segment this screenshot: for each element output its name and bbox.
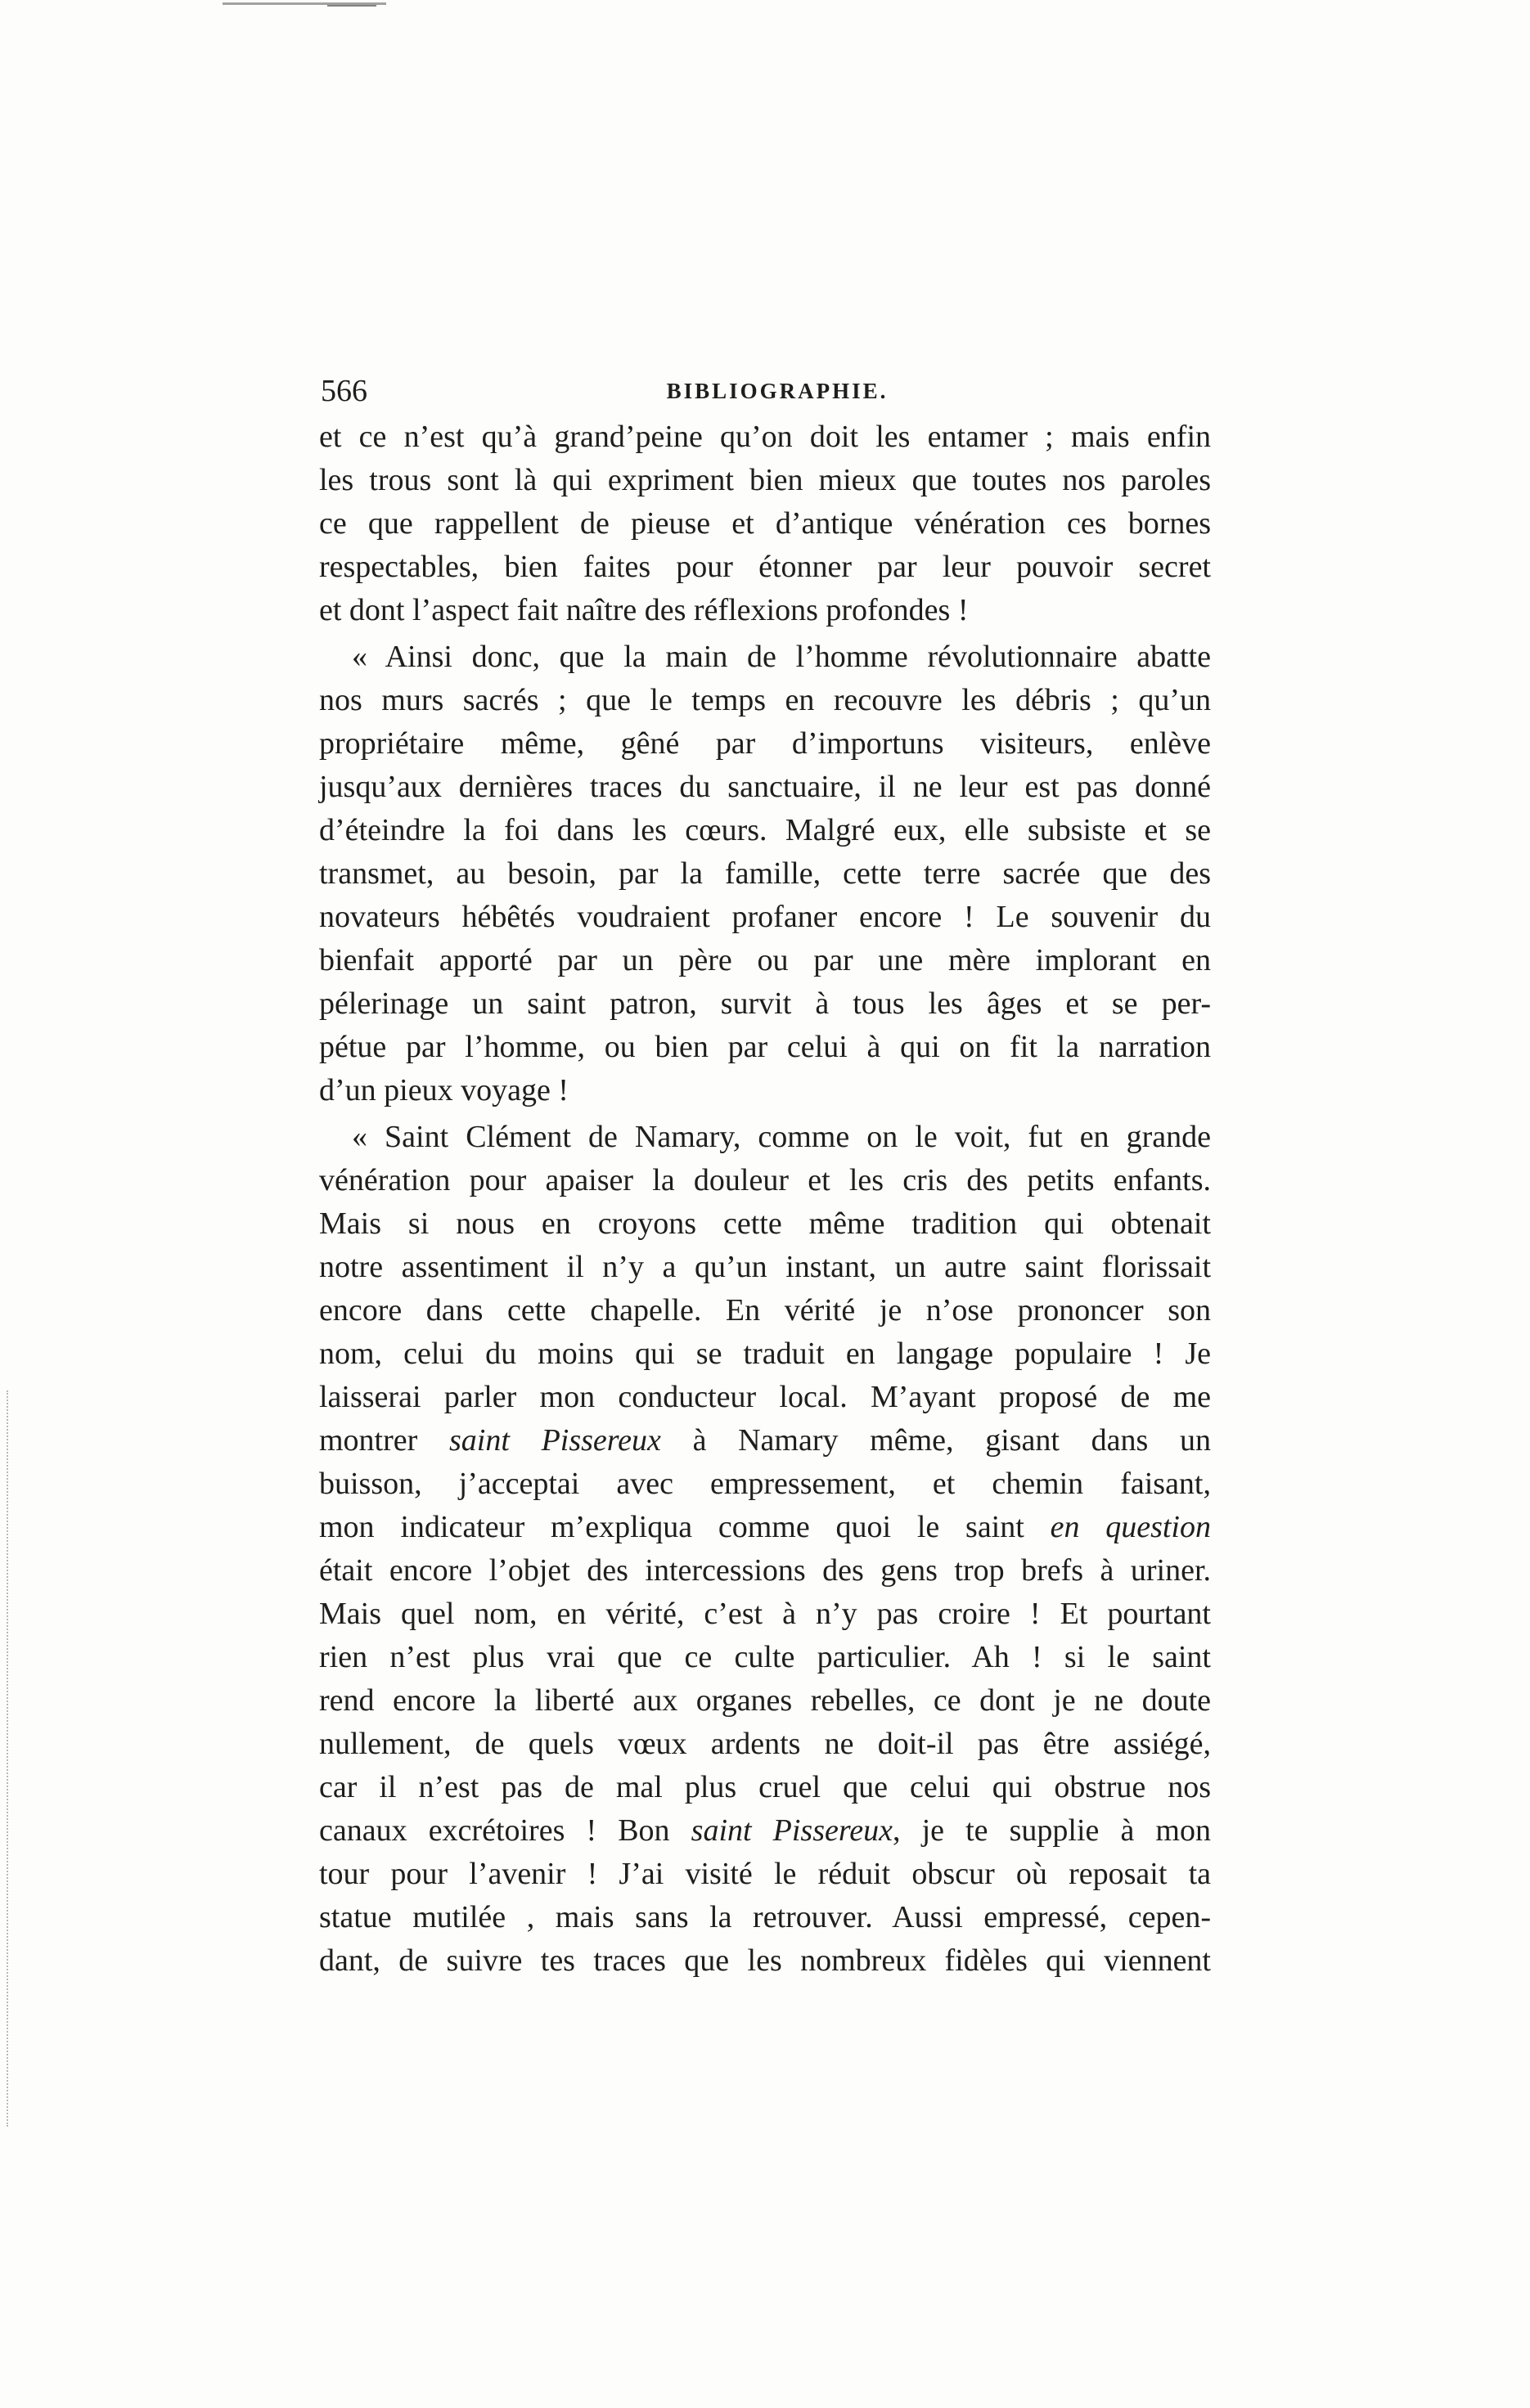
text-line: « Ainsi donc, que la main de l’homme révolutionnaire abatte xyxy=(352,640,1211,674)
text-line: car il n’est pas de mal plus cruel que celui qui obstrue nos xyxy=(319,1770,1211,1804)
text-line: ce que rappellent de pieuse et d’antique vénération ces bornes xyxy=(319,506,1211,541)
body-text xyxy=(319,416,1211,1983)
paragraph xyxy=(319,416,1211,632)
text-line: Mais si nous en croyons cette même tradition qui obtenait xyxy=(319,1206,1211,1241)
text-line: dant, de suivre tes traces que les nombreux fidèles qui viennent xyxy=(319,1943,1211,1978)
text-line: les trous sont là qui expriment bien mieux que toutes nos paroles xyxy=(319,463,1211,497)
text-line xyxy=(319,1809,1211,1853)
text-line: Mais quel nom, en vérité, c’est à n’y pas croire ! Et pourtant xyxy=(319,1597,1211,1631)
paragraph xyxy=(319,1116,1211,1983)
paragraph xyxy=(319,636,1211,1112)
text-line: propriétaire même, gêné par d’importuns visiteurs, enlève xyxy=(319,726,1211,761)
text-line xyxy=(319,1506,1211,1549)
text-line: novateurs hébêtés voudraient profaner encore ! Le souvenir du xyxy=(319,900,1211,934)
text-line: buisson, j’acceptai avec empressement, et chemin faisant, xyxy=(319,1467,1211,1501)
text-run: , je te supplie à mon xyxy=(892,1813,1211,1848)
text-line: était encore l’objet des intercessions des gens trop brefs à uriner. xyxy=(319,1553,1211,1588)
text-run: mon indicateur m’expliqua comme quoi le saint xyxy=(319,1510,1051,1544)
text-line: rend encore la liberté aux organes rebelles, ce dont je ne doute xyxy=(319,1683,1211,1718)
text-line xyxy=(319,1419,1211,1462)
text-line: pétue par l’homme, ou bien par celui à qui on fit la narration xyxy=(319,1030,1211,1064)
text-line: statue mutilée , mais sans la retrouver. Aussi empressé, cepen- xyxy=(319,1900,1211,1934)
text-line: transmet, au besoin, par la famille, cette terre sacrée que des xyxy=(319,856,1211,891)
text-line: encore dans cette chapelle. En vérité je n’ose prononcer son xyxy=(319,1293,1211,1328)
text-line: pélerinage un saint patron, survit à tous les âges et se per- xyxy=(319,986,1211,1021)
text-line: et dont l’aspect fait naître des réflexions profondes ! xyxy=(319,593,969,627)
text-line: nom, celui du moins qui se traduit en langage populaire ! Je xyxy=(319,1337,1211,1371)
text-line: bienfait apporté par un père ou par une mère implorant en xyxy=(319,943,1211,977)
scan-artifact xyxy=(327,5,376,7)
scan-margin-artifact xyxy=(7,1390,11,2127)
running-head: BIBLIOGRAPHIE. xyxy=(666,379,889,403)
text-line: rien n’est plus vrai que ce culte particulier. Ah ! si le saint xyxy=(319,1640,1211,1674)
text-line: jusqu’aux dernières traces du sanctuaire, il ne leur est pas donné xyxy=(319,770,1211,804)
text-run: à Namary même, gisant dans un xyxy=(660,1423,1211,1458)
page-header xyxy=(321,366,1209,416)
text-line: d’éteindre la foi dans les cœurs. Malgré eux, elle subsiste et se xyxy=(319,813,1211,847)
text-run: montrer xyxy=(319,1423,449,1458)
italic-term: saint Pissereux xyxy=(691,1813,893,1848)
text-line: nullement, de quels vœux ardents ne doit-il pas être assiégé, xyxy=(319,1727,1211,1761)
text-line: notre assentiment il n’y a qu’un instant, un autre saint florissait xyxy=(319,1250,1211,1284)
text-line: respectables, bien faites pour étonner par leur pouvoir secret xyxy=(319,550,1211,584)
text-run: canaux excrétoires ! Bon xyxy=(319,1813,691,1848)
text-line: laisserai parler mon conducteur local. M’ayant proposé de me xyxy=(319,1380,1211,1414)
italic-term: en question xyxy=(1050,1510,1211,1544)
text-line: et ce n’est qu’à grand’peine qu’on doit les entamer ; mais enfin xyxy=(319,420,1211,454)
text-line: « Saint Clément de Namary, comme on le voit, fut en grande xyxy=(352,1120,1211,1154)
italic-term: saint Pissereux xyxy=(448,1423,661,1458)
page-number: 566 xyxy=(321,374,367,408)
text-line: d’un pieux voyage ! xyxy=(319,1073,569,1107)
text-line: nos murs sacrés ; que le temps en recouvre les débris ; qu’un xyxy=(319,683,1211,717)
text-line: vénération pour apaiser la douleur et les cris des petits enfants. xyxy=(319,1163,1211,1197)
text-line: tour pour l’avenir ! J’ai visité le réduit obscur où reposait ta xyxy=(319,1857,1211,1891)
